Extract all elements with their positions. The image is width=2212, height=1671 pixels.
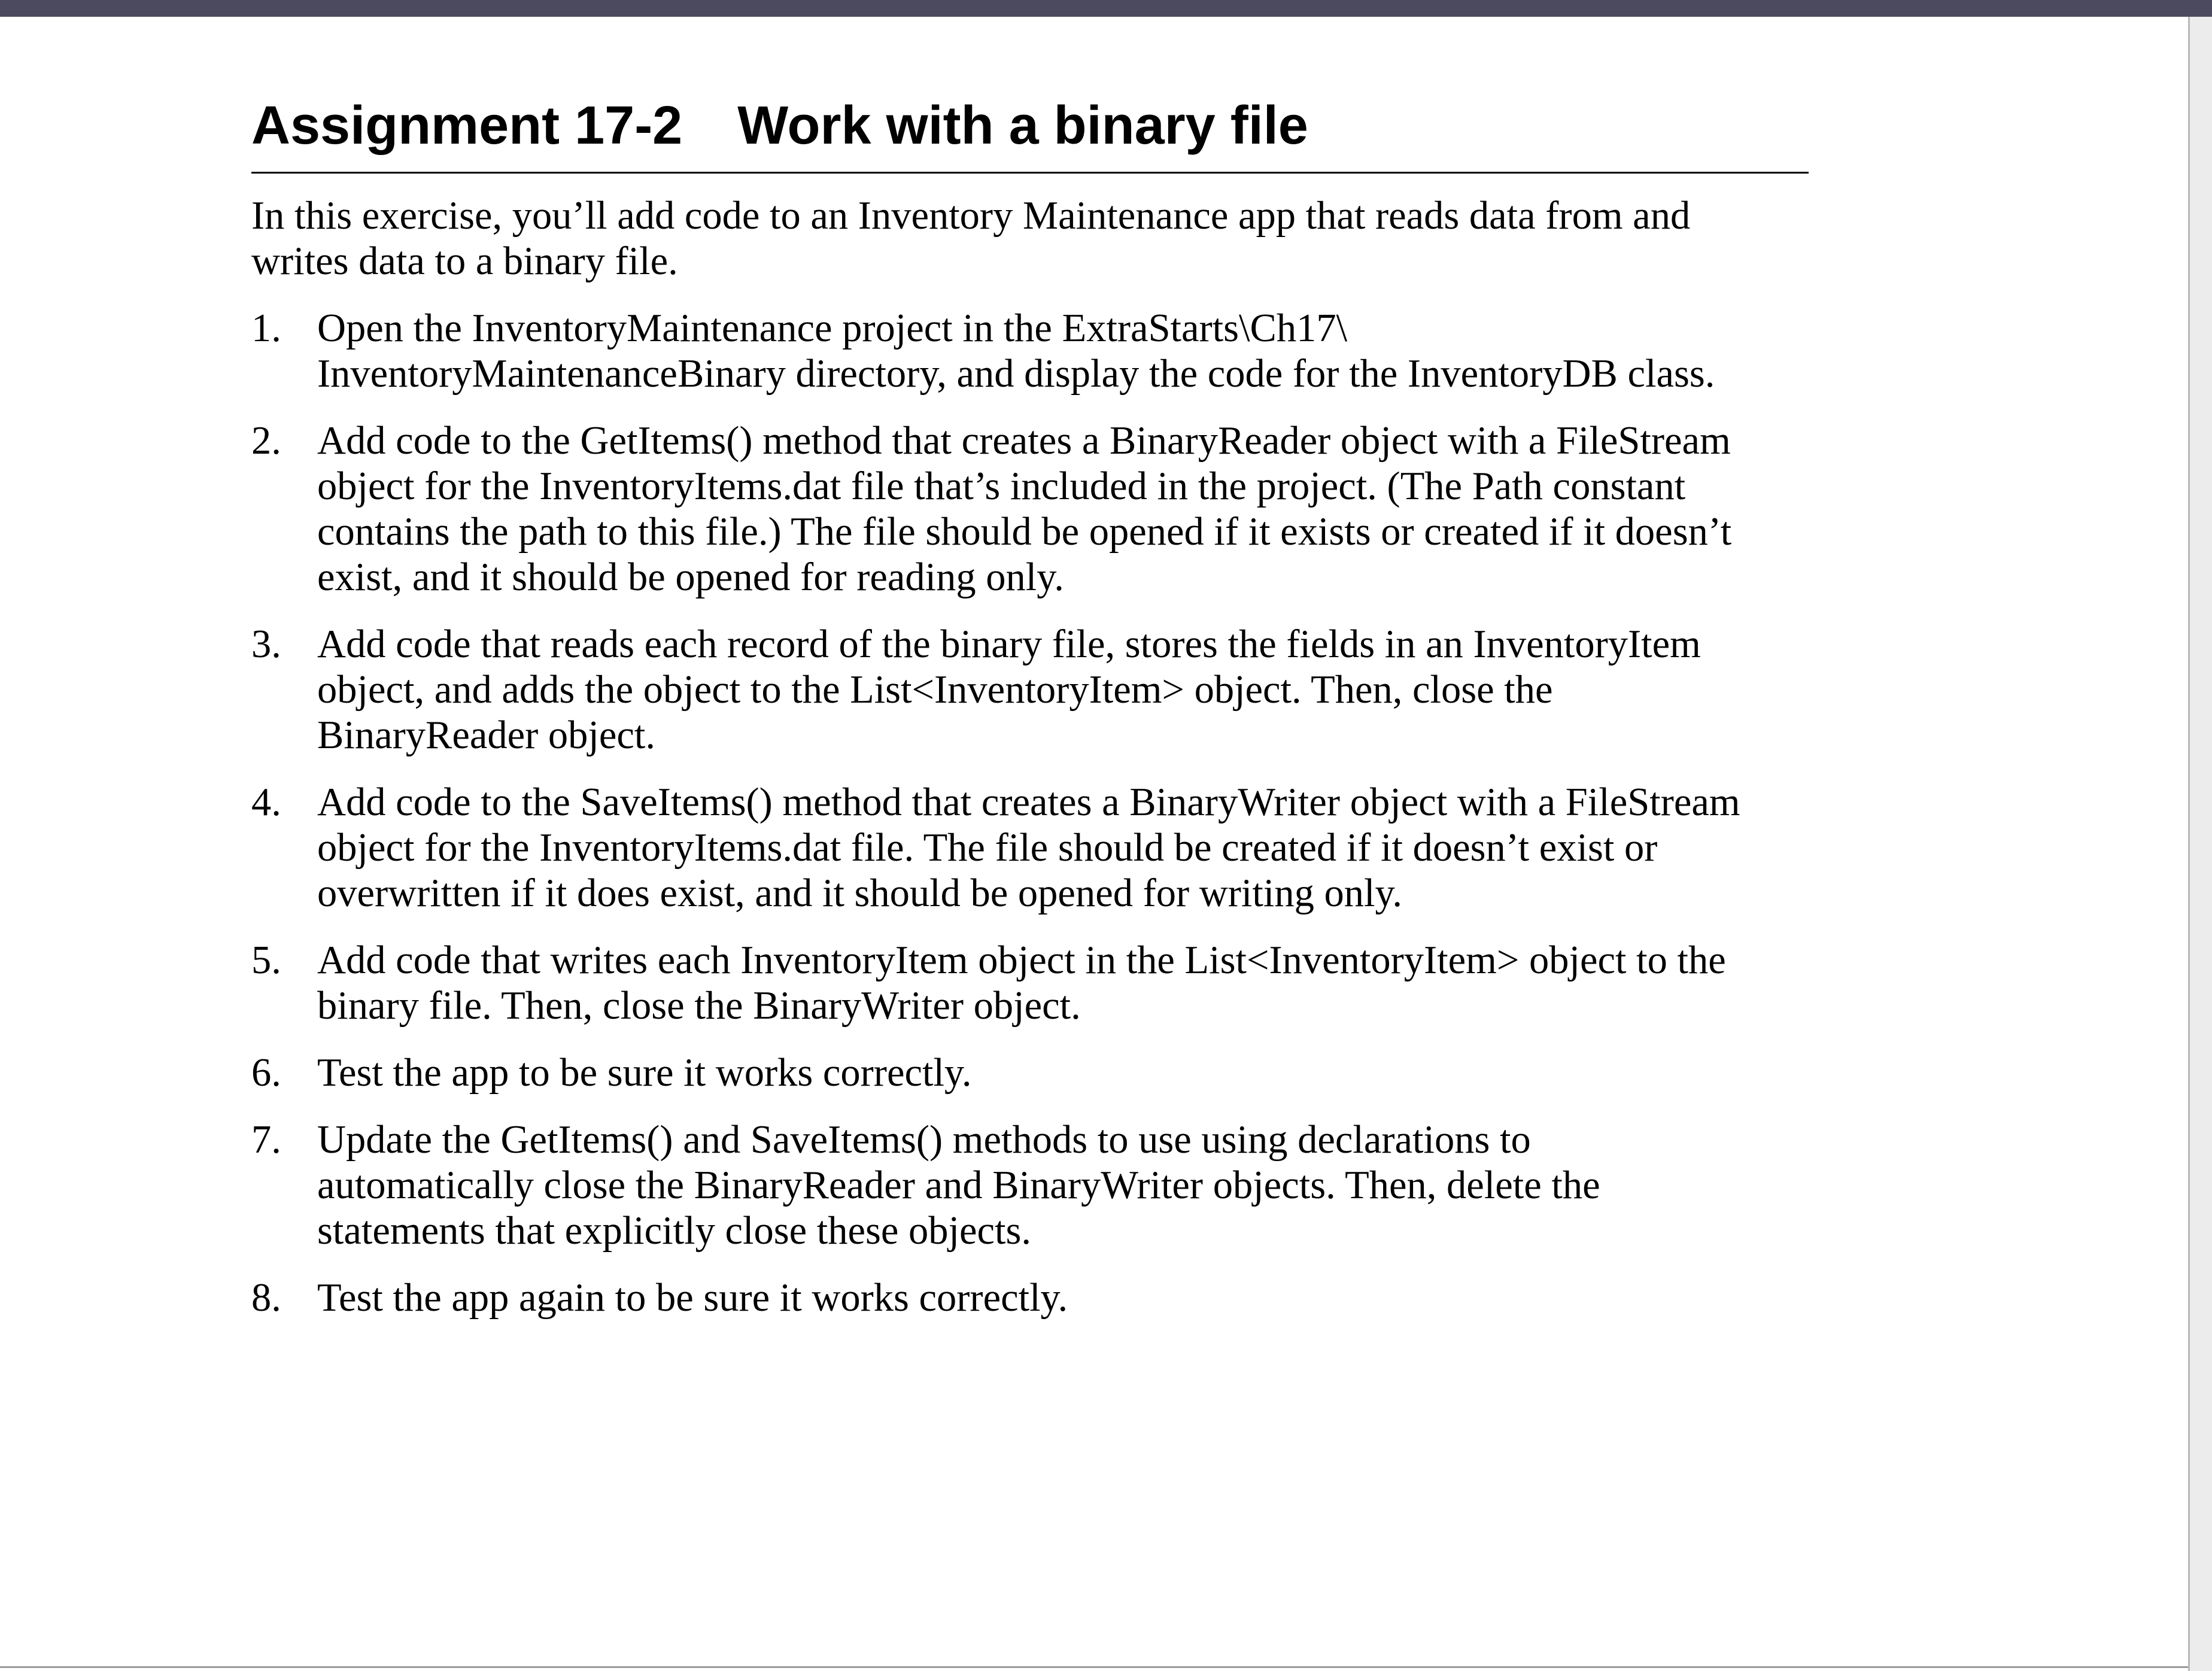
assignment-title: Work with a binary file <box>737 96 1308 156</box>
step-line: object for the InventoryItems.dat file that’s included in the project. (The Path constant <box>317 464 1686 508</box>
intro-line: writes data to a binary file. <box>251 239 678 283</box>
step-line: binary file. Then, close the BinaryWriter object. <box>317 984 1081 1028</box>
document-page <box>0 17 2186 1666</box>
step-number: 6. <box>251 1051 281 1095</box>
step-text <box>317 622 1819 758</box>
assignment-heading <box>251 90 1809 174</box>
step-text <box>317 306 1819 397</box>
step-line: BinaryReader object. <box>317 713 656 757</box>
step-number: 7. <box>251 1118 281 1162</box>
step-item <box>251 938 1819 1029</box>
step-number: 1. <box>251 306 281 350</box>
step-line: InventoryMaintenanceBinary directory, and display the code for the InventoryDB class. <box>317 352 1715 396</box>
intro-line: In this exercise, you’ll add code to an Inventory Maintenance app that reads data from and <box>251 194 1691 238</box>
assignment-number: Assignment 17-2 <box>251 96 683 156</box>
step-text <box>317 1275 1819 1321</box>
step-line: contains the path to this file.) The file should be opened if it exists or created if it doesn’t <box>317 510 1732 554</box>
step-line: overwritten if it does exist, and it should be opened for writing only. <box>317 871 1403 915</box>
intro-paragraph <box>251 193 1807 284</box>
step-line: exist, and it should be opened for reading only. <box>317 555 1064 599</box>
step-line: Add code that writes each InventoryItem object in the List<InventoryItem> object to the <box>317 938 1726 982</box>
step-number: 3. <box>251 622 281 666</box>
step-item <box>251 418 1819 600</box>
page-bottom-border <box>0 1666 2188 1668</box>
step-line: object, and adds the object to the List<InventoryItem> object. Then, close the <box>317 668 1553 712</box>
step-item <box>251 306 1819 397</box>
step-number: 8. <box>251 1276 281 1320</box>
step-item <box>251 622 1819 758</box>
window-right-edge <box>2188 17 2212 1671</box>
step-line: Add code to the GetItems() method that creates a BinaryReader object with a FileStream <box>317 419 1731 463</box>
step-item <box>251 1117 1819 1254</box>
step-item <box>251 1050 1819 1096</box>
step-line: Test the app to be sure it works correctly. <box>317 1051 972 1095</box>
step-line: Open the InventoryMaintenance project in the ExtraStarts\Ch17\ <box>317 306 1348 350</box>
step-text <box>317 1050 1819 1096</box>
window-top-bar <box>0 0 2212 17</box>
step-number: 5. <box>251 938 281 982</box>
step-text <box>317 780 1819 916</box>
step-text <box>317 418 1819 600</box>
step-line: automatically close the BinaryReader and BinaryWriter objects. Then, delete the <box>317 1163 1600 1207</box>
step-item <box>251 780 1819 916</box>
steps-list <box>251 306 1819 1342</box>
step-number: 2. <box>251 419 281 463</box>
step-line: Update the GetItems() and SaveItems() methods to use using declarations to <box>317 1118 1531 1162</box>
step-item <box>251 1275 1819 1321</box>
step-number: 4. <box>251 780 281 824</box>
step-line: Add code that reads each record of the binary file, stores the fields in an InventoryItem <box>317 622 1701 666</box>
step-text <box>317 1117 1819 1254</box>
step-line: Add code to the SaveItems() method that creates a BinaryWriter object with a FileStream <box>317 780 1740 824</box>
step-line: Test the app again to be sure it works correctly. <box>317 1276 1068 1320</box>
step-text <box>317 938 1819 1029</box>
step-line: object for the InventoryItems.dat file. The file should be created if it doesn’t exist or <box>317 826 1658 870</box>
step-line: statements that explicitly close these objects. <box>317 1209 1031 1253</box>
